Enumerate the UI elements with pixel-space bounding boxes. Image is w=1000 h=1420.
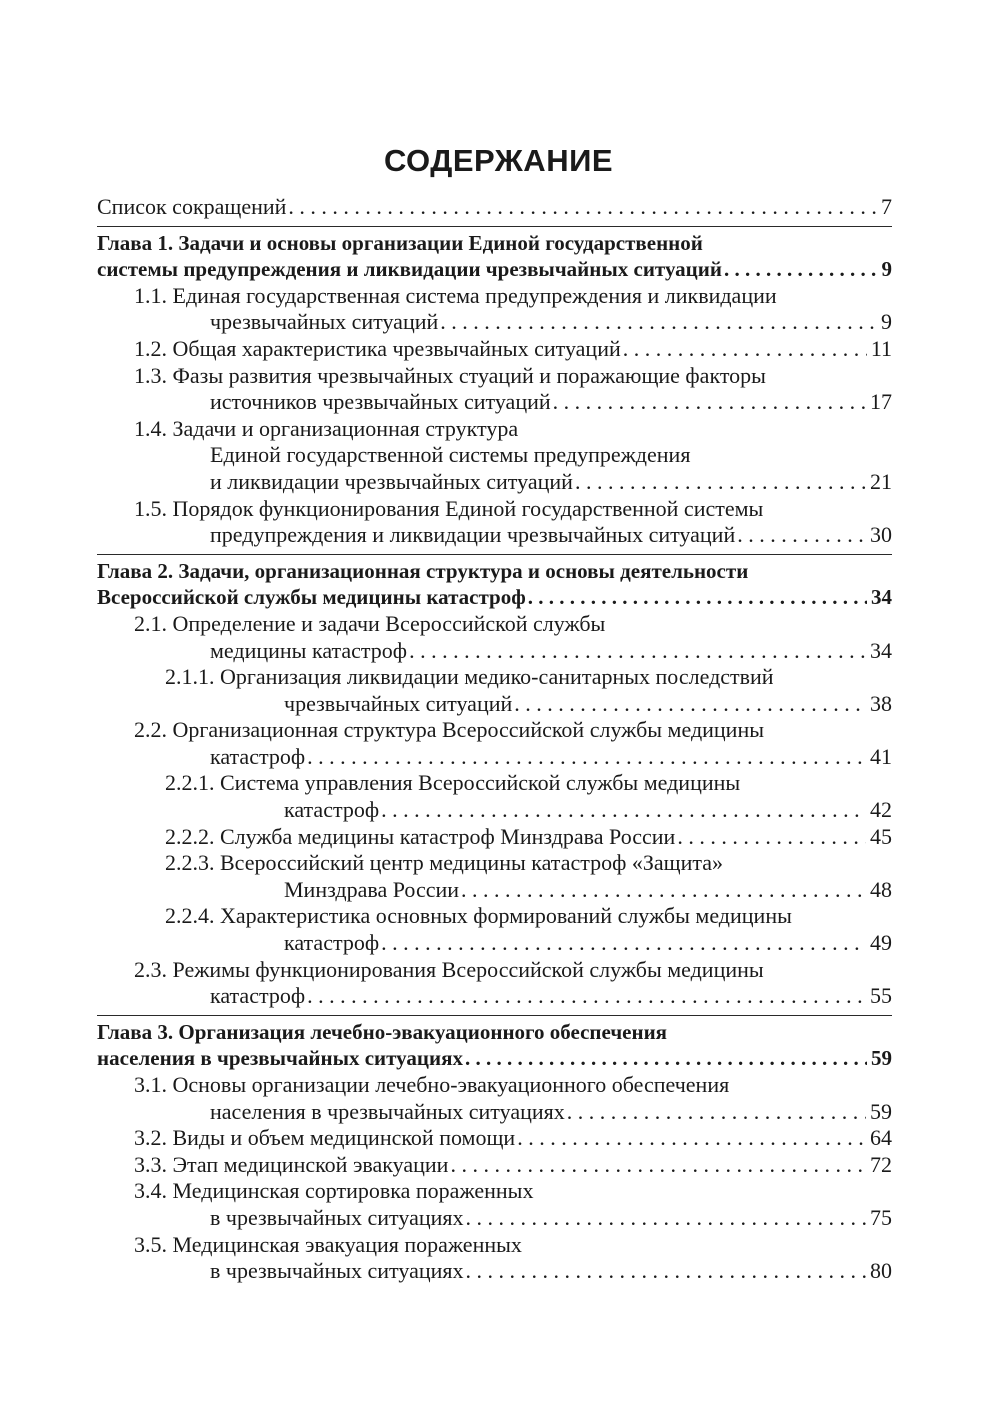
toc-page-number: 75 [870, 1204, 892, 1230]
dot-leader [450, 1152, 866, 1179]
toc-section-entry[interactable] [97, 363, 892, 416]
toc-page-number: 80 [870, 1258, 892, 1284]
dot-leader [465, 1045, 867, 1072]
dot-leader [466, 1258, 866, 1285]
toc-entry-row [134, 744, 892, 771]
toc-entry-row [134, 983, 892, 1010]
toc-entry-title: источников чрезвычайных ситуаций [210, 389, 551, 415]
toc-entry-row [165, 877, 892, 904]
toc-entry-title: Всероссийской службы медицины катастроф [97, 585, 526, 610]
toc-page-number: 42 [870, 797, 892, 823]
toc-entry-text-line: 1.1. Единая государственная система предупреждения и ликвидации [134, 282, 777, 308]
toc-entry-text-line: 2.3. Режимы функционирования Всероссийской службы медицины [134, 956, 764, 982]
toc-entry-row [134, 1125, 892, 1152]
dot-leader [553, 389, 866, 416]
toc-section-entry[interactable] [97, 283, 892, 336]
toc-entry-title: 2.2.2. Служба медицины катастроф Минздрава России [165, 823, 676, 849]
toc-page-number: 55 [870, 983, 892, 1009]
toc-page-number: 9 [881, 309, 892, 335]
toc-page-number: 11 [870, 335, 892, 361]
toc-entry-text-line: Глава 2. Задачи, организационная структура и основы деятельности [97, 558, 749, 583]
dot-leader [307, 744, 866, 771]
dot-leader [461, 877, 866, 904]
chapter-divider [97, 226, 892, 227]
dot-leader [381, 797, 866, 824]
dot-leader [567, 1099, 866, 1126]
toc-section-entry[interactable] [97, 611, 892, 664]
toc-page-number: 41 [870, 743, 892, 769]
toc-section-entry[interactable] [97, 1072, 892, 1125]
toc-section-entry[interactable] [97, 1125, 892, 1152]
toc-section-entry[interactable] [97, 770, 892, 823]
toc-entry-row [134, 336, 892, 363]
dot-leader [288, 194, 877, 221]
toc-entry-text-line: Единой государственной системы предупреждения [210, 442, 691, 468]
toc-entry-text-line: Глава 3. Организация лечебно-эвакуационного обеспечения [97, 1019, 668, 1044]
toc-entry-title: 3.3. Этап медицинской эвакуации [134, 1151, 449, 1177]
toc-entry-title: в чрезвычайных ситуациях [210, 1204, 464, 1230]
toc-page-number: 38 [870, 690, 892, 716]
toc-section-entry[interactable] [97, 957, 892, 1010]
toc-page-number: 7 [881, 194, 892, 219]
toc-entry-title: катастроф [210, 743, 306, 769]
toc-chapter-entry[interactable] [97, 194, 892, 221]
toc-entry-row [134, 469, 892, 496]
toc-entry-text-line: 2.2.4. Характеристика основных формирований службы медицины [165, 903, 792, 929]
toc-entry-row [134, 389, 892, 416]
toc-entry-row [134, 638, 892, 665]
toc-entry-text-line: 1.3. Фазы развития чрезвычайных стуаций и поражающие факторы [134, 362, 766, 388]
toc-entry-text-line: 3.5. Медицинская эвакуация пораженных [134, 1231, 522, 1257]
dot-leader [528, 584, 867, 611]
toc-chapter-entry[interactable] [97, 558, 892, 611]
dot-leader [724, 256, 878, 283]
toc-entry-title: предупреждения и ликвидации чрезвычайных ситуаций [210, 522, 736, 548]
toc-entry-title: в чрезвычайных ситуациях [210, 1258, 464, 1284]
toc-entry-title: 3.2. Виды и объем медицинской помощи [134, 1125, 516, 1151]
toc-entry-title: системы предупреждения и ликвидации чрезвычайных ситуаций [97, 257, 722, 282]
dot-leader [517, 1125, 866, 1152]
toc-entry-text-line: 1.5. Порядок функционирования Единой государственной системы [134, 495, 764, 521]
toc-entry-title: катастроф [284, 930, 380, 956]
toc-page-number: 59 [870, 1098, 892, 1124]
dot-leader [466, 1205, 866, 1232]
toc-section-entry[interactable] [97, 1232, 892, 1285]
toc-page-number: 48 [870, 876, 892, 902]
toc-section-entry[interactable] [97, 496, 892, 549]
toc-section-entry[interactable] [97, 664, 892, 717]
toc-entry-text-line: 2.2. Организационная структура Всероссийской службы медицины [134, 717, 765, 743]
toc-page-number: 72 [870, 1151, 892, 1177]
toc-entry-row [134, 522, 892, 549]
toc-section-entry[interactable] [97, 717, 892, 770]
toc-entry-title: катастроф [284, 797, 380, 823]
dot-leader [677, 824, 866, 851]
toc-entry-row [134, 1099, 892, 1126]
toc-page-number: 64 [870, 1125, 892, 1151]
toc-entry-text-line: 3.4. Медицинская сортировка пораженных [134, 1178, 534, 1204]
toc-entry-title: Минздрава России [284, 876, 460, 902]
toc-entry-row [97, 584, 892, 611]
toc-chapter-entry[interactable] [97, 230, 892, 283]
toc-page-number: 34 [870, 637, 892, 663]
table-of-contents [97, 194, 892, 1285]
toc-section-entry[interactable] [97, 1152, 892, 1179]
toc-section-entry[interactable] [97, 336, 892, 363]
toc-entry-text-line: 2.2.3. Всероссийский центр медицины катастроф «Защита» [165, 850, 724, 876]
toc-entry-row [97, 256, 892, 283]
toc-entry-text-line: 2.1. Определение и задачи Всероссийской службы [134, 610, 606, 636]
toc-entry-row [134, 1152, 892, 1179]
toc-section-entry[interactable] [97, 903, 892, 956]
toc-entry-row [97, 1045, 892, 1072]
toc-entry-title: медицины катастроф [210, 637, 408, 663]
toc-section-entry[interactable] [97, 850, 892, 903]
toc-section-entry[interactable] [97, 824, 892, 851]
chapter-divider [97, 1015, 892, 1016]
toc-entry-title: населения в чрезвычайных ситуациях [97, 1046, 463, 1071]
toc-page-number: 49 [870, 930, 892, 956]
dot-leader [307, 983, 866, 1010]
toc-page-number: 21 [870, 468, 892, 494]
toc-page-number: 59 [871, 1046, 892, 1071]
chapter-divider [97, 554, 892, 555]
toc-entry-row [134, 309, 892, 336]
toc-entry-title: Список сокращений [97, 194, 287, 219]
toc-entry-title: катастроф [210, 983, 306, 1009]
toc-section-entry[interactable] [97, 416, 892, 496]
toc-page-number: 30 [870, 522, 892, 548]
toc-entry-row [165, 930, 892, 957]
dot-leader [409, 638, 866, 665]
dot-leader [440, 309, 877, 336]
toc-entry-title: чрезвычайных ситуаций [210, 309, 439, 335]
toc-entry-text-line: 2.1.1. Организация ликвидации медико-санитарных последствий [165, 664, 774, 690]
toc-entry-text-line: 2.2.1. Система управления Всероссийской службы медицины [165, 770, 741, 796]
dot-leader [737, 522, 866, 549]
toc-entry-text-line: 3.1. Основы организации лечебно-эвакуационного обеспечения [134, 1072, 730, 1097]
dot-leader [514, 691, 866, 718]
toc-page-number: 45 [870, 823, 892, 849]
toc-entry-row [165, 691, 892, 718]
toc-entry-title: и ликвидации чрезвычайных ситуаций [210, 468, 573, 494]
toc-entry-row [134, 1205, 892, 1232]
dot-leader [575, 469, 866, 496]
toc-entry-row [97, 194, 892, 221]
toc-entry-row [165, 797, 892, 824]
toc-page-number: 9 [881, 257, 892, 282]
page-title: СОДЕРЖАНИЕ [383, 143, 614, 178]
toc-entry-text-line: Глава 1. Задачи и основы организации Единой государственной [97, 230, 703, 255]
toc-entry-title: 1.2. Общая характеристика чрезвычайных ситуаций [134, 335, 621, 361]
dot-leader [381, 930, 866, 957]
toc-entry-row [134, 1258, 892, 1285]
toc-chapter-entry[interactable] [97, 1019, 892, 1072]
toc-page-number: 34 [871, 585, 892, 610]
toc-entry-row [165, 824, 892, 851]
dot-leader [623, 336, 867, 363]
toc-page-number: 17 [870, 389, 892, 415]
toc-entry-title: населения в чрезвычайных ситуациях [210, 1098, 565, 1124]
toc-entry-text-line: 1.4. Задачи и организационная структура [134, 415, 519, 441]
toc-entry-title: чрезвычайных ситуаций [284, 690, 513, 716]
toc-section-entry[interactable] [97, 1178, 892, 1231]
